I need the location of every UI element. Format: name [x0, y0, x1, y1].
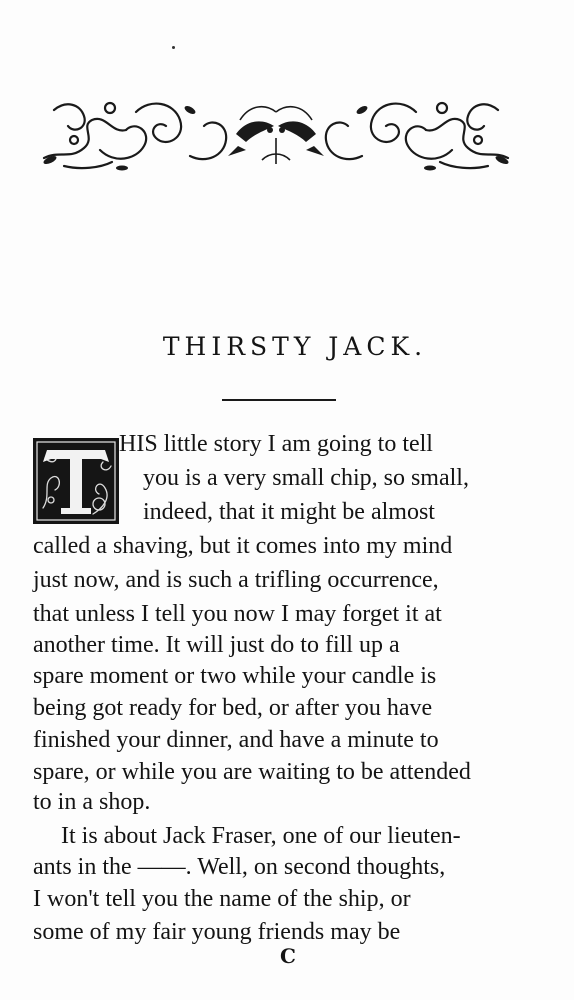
text-line: indeed, that it might be almost: [143, 499, 435, 525]
text-line: some of my fair young friends may be: [33, 919, 401, 945]
title-rule: [222, 399, 336, 401]
text-line: I won't tell you the name of the ship, or: [33, 886, 411, 912]
printer-speck: [172, 46, 175, 49]
text-line: spare, or while you are waiting to be attended: [33, 759, 471, 785]
text-line: another time. It will just do to fill up a: [33, 632, 400, 658]
text-line: spare moment or two while your candle is: [33, 663, 437, 689]
text-line: that unless I tell you now I may forget it at: [33, 601, 442, 627]
text-line: to in a shop.: [33, 789, 151, 815]
headpiece-ornament-icon: [40, 90, 512, 172]
signature-mark: C: [280, 944, 296, 968]
text-line: It is about Jack Fraser, one of our lieuten-: [61, 823, 461, 849]
text-line: just now, and is such a trifling occurrence,: [33, 567, 439, 593]
drop-cap-initial-icon: [33, 438, 119, 524]
text-line: called a shaving, but it comes into my mind: [33, 533, 453, 559]
chapter-title: THIRSTY JACK.: [162, 332, 428, 361]
text-line: HIS little story I am going to tell: [119, 431, 433, 457]
text-line: you is a very small chip, so small,: [143, 465, 469, 491]
text-line: ants in the ——. Well, on second thoughts,: [33, 854, 446, 880]
text-line: finished your dinner, and have a minute to: [33, 727, 439, 753]
text-line: being got ready for bed, or after you have: [33, 695, 433, 721]
